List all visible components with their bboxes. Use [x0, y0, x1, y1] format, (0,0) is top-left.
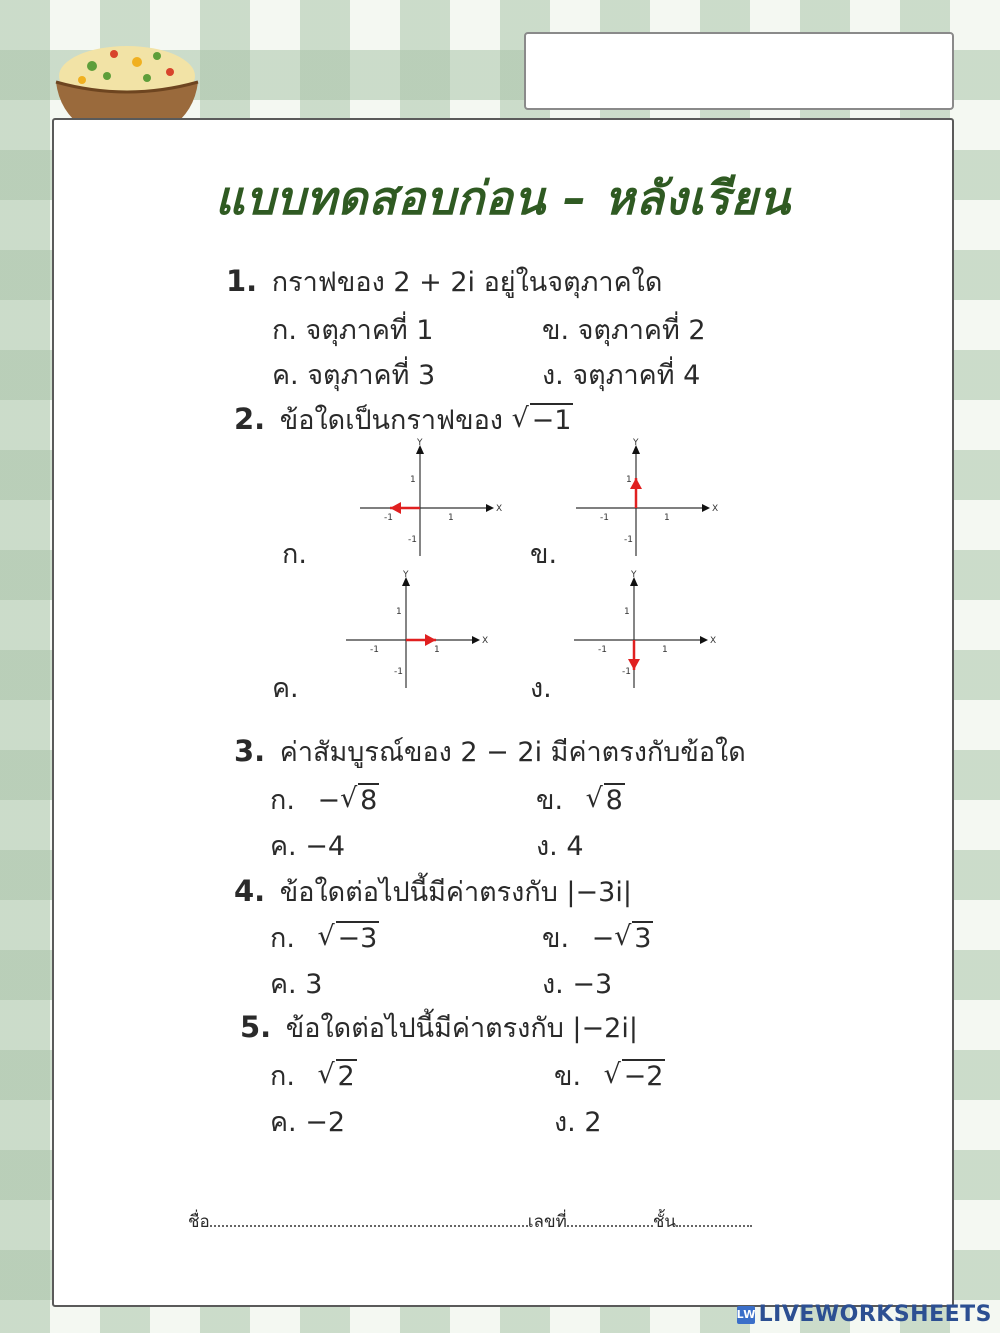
question-2 [234, 398, 573, 441]
x-tick-label: -1 [384, 513, 393, 523]
number-field[interactable] [567, 1225, 653, 1227]
q1-option-d[interactable]: ง. จตุภาคที่ 4 [542, 360, 701, 391]
q4-option-c[interactable]: ค. 3 [270, 969, 323, 1000]
question-number: 3. [234, 734, 266, 768]
q2-graph-d [572, 570, 717, 692]
x-axis-arrowhead [702, 504, 710, 512]
logo-badge: LW [737, 1306, 755, 1324]
y-tick-label: -1 [394, 667, 403, 677]
question-1 [226, 260, 662, 303]
class-label: ชั้น [652, 1212, 676, 1232]
q3-option-a[interactable]: ก. −√ 8 [270, 778, 379, 821]
question-text: ข้อใดต่อไปนี้มีค่าตรงกับ |−3i| [279, 877, 632, 908]
x-tick-label: -1 [600, 513, 609, 523]
x-axis-label: X [496, 504, 503, 514]
y-tick-label: -1 [408, 535, 417, 545]
x-axis-label: X [710, 636, 717, 646]
x-axis-arrowhead [472, 636, 480, 644]
y-tick-label: 1 [626, 475, 632, 485]
q2-graph-b [574, 438, 719, 560]
q2-graph-c [344, 570, 489, 692]
q5-option-a[interactable]: ก. √ 2 [270, 1054, 357, 1097]
x-tick-label: -1 [370, 645, 379, 655]
question-3 [234, 730, 746, 773]
question-text: ข้อใดเป็นกราฟของ [279, 405, 503, 436]
sqrt-expression: √ −1 [512, 405, 574, 436]
x-tick-label: 1 [434, 645, 440, 655]
student-info-line [188, 1208, 752, 1235]
q4-option-d[interactable]: ง. −3 [542, 969, 613, 1000]
q2-option-d[interactable]: ง. [530, 673, 552, 704]
q4-option-a[interactable]: ก. √ −3 [270, 916, 379, 959]
student-name-box[interactable] [524, 32, 954, 110]
liveworksheets-logo [737, 1302, 992, 1327]
q3-option-c[interactable]: ค. −4 [270, 831, 346, 862]
y-axis-label: Y [633, 438, 639, 448]
y-tick-label: -1 [624, 535, 633, 545]
q1-option-a[interactable]: ก. จตุภาคที่ 1 [272, 315, 434, 346]
y-tick-label: 1 [410, 475, 416, 485]
y-tick-label: -1 [622, 667, 631, 677]
q1-option-b[interactable]: ข. จตุภาคที่ 2 [542, 315, 706, 346]
y-axis-label: Y [417, 438, 423, 448]
q5-option-c[interactable]: ค. −2 [270, 1107, 346, 1138]
x-axis-arrowhead [700, 636, 708, 644]
question-number: 2. [234, 402, 266, 436]
q2-option-c[interactable]: ค. [272, 673, 299, 704]
question-text: ข้อใดต่อไปนี้มีค่าตรงกับ |−2i| [285, 1013, 638, 1044]
worksheet-card [52, 118, 954, 1307]
name-label: ชื่อ [188, 1212, 210, 1232]
q4-option-b[interactable]: ข. −√ 3 [542, 916, 653, 959]
question-number: 5. [240, 1010, 272, 1044]
x-tick-label: 1 [448, 513, 454, 523]
logo-text: LIVEWORKSHEETS [758, 1302, 992, 1327]
name-field[interactable] [210, 1225, 528, 1227]
question-4 [234, 870, 632, 913]
x-tick-label: -1 [598, 645, 607, 655]
y-axis-label: Y [631, 570, 637, 580]
q1-option-c[interactable]: ค. จตุภาคที่ 3 [272, 360, 436, 391]
y-tick-label: 1 [396, 607, 402, 617]
question-number: 4. [234, 874, 266, 908]
x-tick-label: 1 [662, 645, 668, 655]
question-number: 1. [226, 264, 258, 298]
q2-graph-a [358, 438, 503, 560]
number-label: เลขที่ [527, 1212, 567, 1232]
x-tick-label: 1 [664, 513, 670, 523]
question-5 [240, 1006, 638, 1049]
x-axis-label: X [482, 636, 489, 646]
q5-option-b[interactable]: ข. √ −2 [554, 1054, 665, 1097]
y-axis-label: Y [403, 570, 409, 580]
worksheet-title: แบบทดสอบก่อน – หลังเรียน [215, 171, 791, 225]
x-axis-label: X [712, 504, 719, 514]
x-axis-arrowhead [486, 504, 494, 512]
q5-option-d[interactable]: ง. 2 [554, 1107, 602, 1138]
q2-option-a[interactable]: ก. [282, 539, 307, 570]
q2-option-b[interactable]: ข. [530, 539, 558, 570]
class-field[interactable] [676, 1225, 752, 1227]
y-tick-label: 1 [624, 607, 630, 617]
q3-option-d[interactable]: ง. 4 [536, 831, 584, 862]
vector-arrowhead [630, 478, 642, 489]
question-text: กราฟของ 2 + 2i อยู่ในจตุภาคใด [271, 267, 663, 298]
q3-option-b[interactable]: ข. √ 8 [536, 778, 625, 821]
question-text: ค่าสัมบูรณ์ของ 2 − 2i มีค่าตรงกับข้อใด [279, 737, 746, 768]
